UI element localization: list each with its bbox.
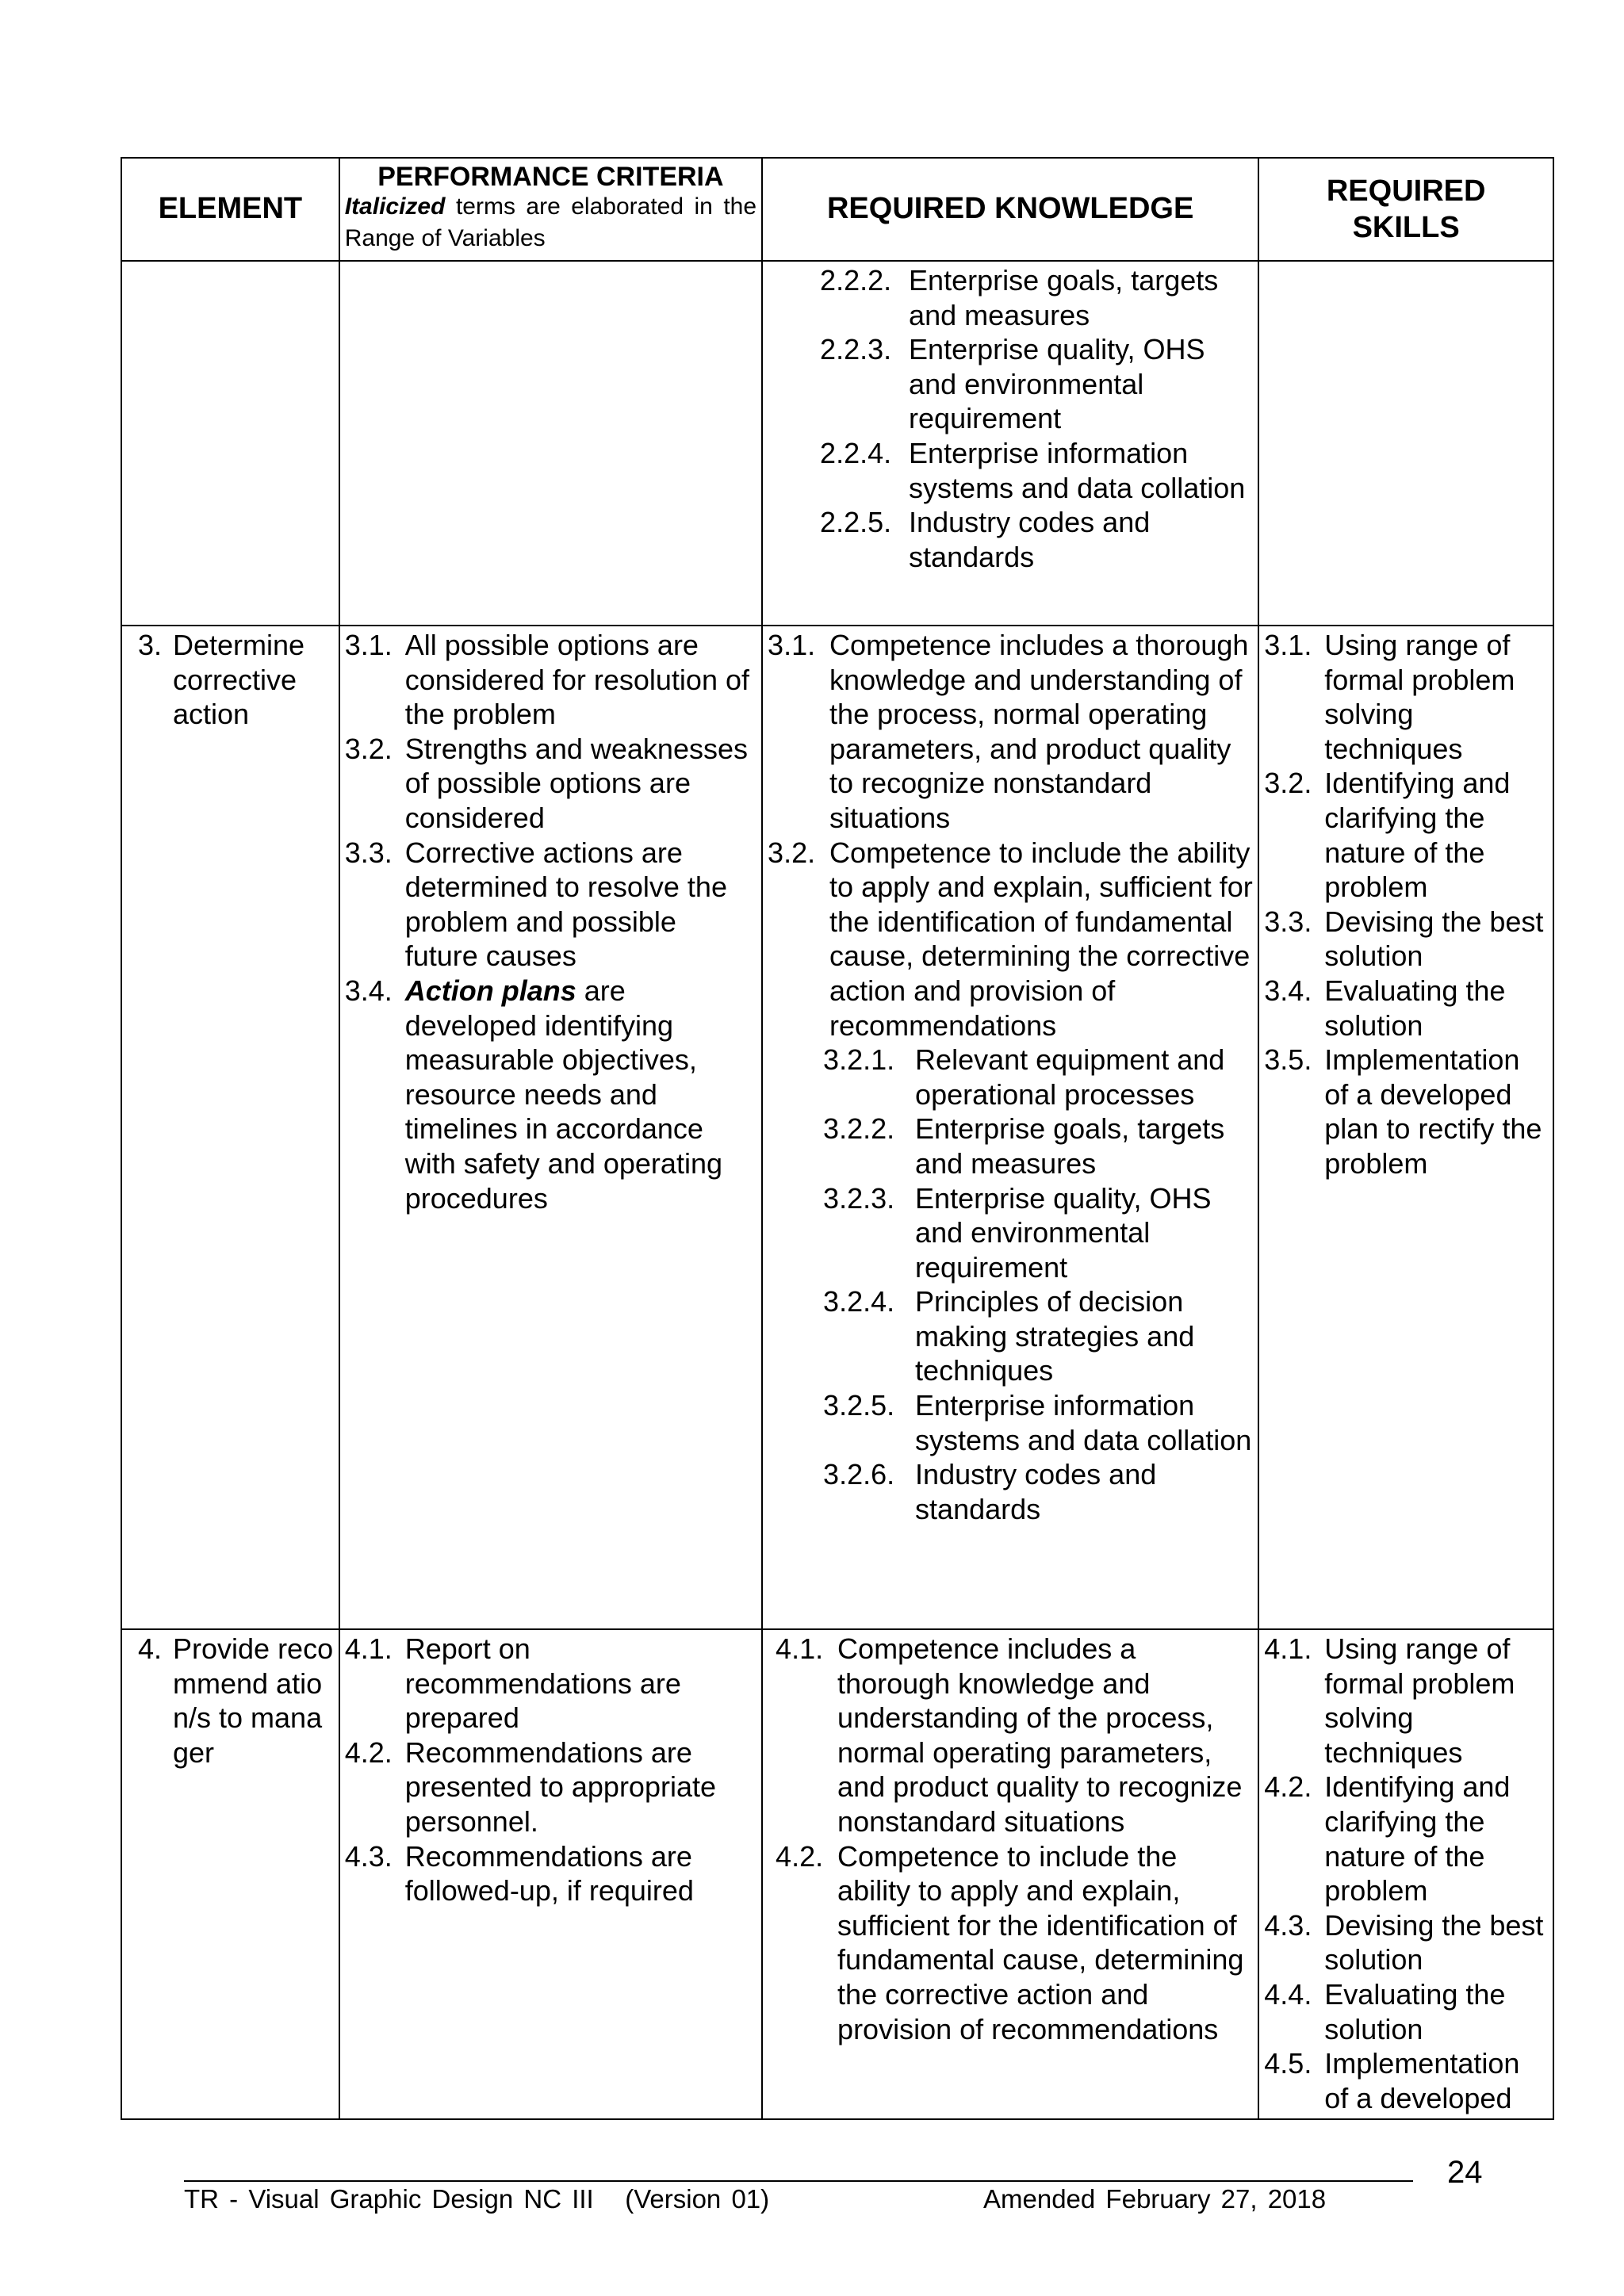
item-number: 4.2. — [776, 1839, 824, 1873]
list-item — [1264, 628, 1548, 766]
list-item — [1264, 766, 1548, 904]
item-number: 3.2. — [344, 732, 393, 765]
table-row — [121, 626, 1553, 1629]
item-number: 3.5. — [1264, 1043, 1312, 1077]
page-number: 24 — [1447, 2155, 1483, 2190]
item-number: 3.2.3. — [823, 1181, 895, 1215]
list-item — [768, 332, 1253, 436]
item-number: 3.2.5. — [823, 1389, 895, 1422]
skills-cell — [1258, 626, 1553, 1629]
list-item — [1264, 2046, 1548, 2115]
item-text: Using range of formal problem solving techniques — [1324, 1632, 1515, 1769]
header-required-knowledge: REQUIRED KNOWLEDGE — [762, 158, 1258, 261]
element-list — [127, 628, 334, 732]
item-text: Report on recommendations are prepared — [404, 1632, 681, 1735]
element-cell — [121, 261, 339, 626]
list-item — [1264, 1770, 1548, 1908]
list-item: 4. Provide recommend ation/s to manager — [138, 1632, 334, 1769]
item-number: 4.1. — [344, 1632, 393, 1665]
performance-criteria-note — [345, 191, 756, 254]
knowledge-list — [768, 263, 1253, 574]
list-item — [1264, 974, 1548, 1043]
list-item — [768, 505, 1253, 574]
item-text: Principles of decision making strategies and techniques — [915, 1285, 1195, 1387]
list-item — [768, 263, 1253, 332]
list-item — [768, 1839, 1253, 2047]
item-number: 2.2.2. — [820, 264, 892, 297]
item-number: 4.5. — [1264, 2047, 1312, 2080]
header-row — [121, 158, 1553, 261]
item-number: 3.1. — [768, 629, 816, 661]
skills-cell — [1258, 1629, 1553, 2119]
item-number: 4.4. — [1264, 1977, 1312, 2011]
list-item — [1264, 1977, 1548, 2046]
criteria-cell — [339, 261, 762, 626]
criteria-cell — [339, 1629, 762, 2119]
skills-list — [1264, 628, 1548, 1181]
item-text: Devising the best solution — [1324, 905, 1544, 973]
list-item — [345, 1735, 756, 1839]
knowledge-cell — [762, 626, 1258, 1629]
footer-document-title: TR - Visual Graphic Design NC III (Version 01) — [184, 2184, 770, 2214]
list-item — [345, 628, 756, 732]
footer-rule — [184, 2180, 1413, 2182]
item-number: 3.1. — [344, 629, 393, 661]
item-text: Identifying and clarifying the nature of the problem — [1324, 1770, 1511, 1908]
list-item — [768, 1457, 1253, 1526]
item-text: Competence to include the ability to apply and explain, sufficient for the identification of fundamental cause, determining the corrective action and provision of recommendations — [829, 836, 1253, 1042]
list-item — [768, 1181, 1253, 1285]
item-emphasis: Action plans — [404, 974, 576, 1007]
item-text: Strengths and weaknesses of possible options are considered — [404, 732, 748, 834]
table-row — [121, 261, 1553, 626]
criteria-list — [345, 628, 756, 1215]
item-number: 3.3. — [1264, 905, 1312, 938]
item-number: 4.1. — [776, 1632, 824, 1665]
item-number: 3.2.1. — [823, 1043, 895, 1077]
item-number: 3.4. — [1264, 974, 1312, 1007]
list-item — [345, 1632, 756, 1735]
item-text: Competence includes a thorough knowledge and understanding of the process, normal operating parameters, and product quality to recognize nonstandard situations — [829, 629, 1249, 834]
item-text: Competence to include the ability to apply and explain, sufficient for the identification of fundamental cause, determining the corrective action and provision of recommendations — [837, 1839, 1244, 2045]
item-text: Identifying and clarifying the nature of the problem — [1324, 767, 1511, 904]
item-text: Evaluating the solution — [1324, 974, 1506, 1042]
item-number: 2.2.3. — [820, 333, 892, 366]
knowledge-cell — [762, 1629, 1258, 2119]
list-item: 3. Determine corrective action — [138, 629, 305, 731]
item-text: Industry codes and standards — [915, 1458, 1157, 1525]
list-item — [768, 436, 1253, 505]
criteria-cell — [339, 626, 762, 1629]
list-item — [768, 1388, 1253, 1457]
header-element: ELEMENT — [121, 158, 339, 261]
item-text: Implementation of a developed plan to rectify the problem — [1324, 1043, 1542, 1180]
item-number: 4.3. — [1264, 1908, 1312, 1942]
item-text: Corrective actions are determined to resolve the problem and possible future causes — [404, 836, 727, 973]
element-cell — [121, 626, 339, 1629]
knowledge-list — [768, 628, 1253, 1043]
item-number: 4.2. — [1264, 1770, 1312, 1804]
knowledge-list — [768, 1632, 1253, 2046]
criteria-list — [345, 1632, 756, 1908]
element-cell — [121, 1629, 339, 2119]
competency-table — [121, 157, 1554, 2120]
item-text: Enterprise quality, OHS and environmental requirement — [915, 1181, 1212, 1284]
item-text: All possible options are considered for resolution of the problem — [404, 629, 749, 731]
list-item — [345, 836, 756, 974]
list-item — [1264, 1632, 1548, 1770]
knowledge-cell — [762, 261, 1258, 626]
item-text: Implementation of a developed — [1324, 2047, 1520, 2114]
list-item — [768, 1112, 1253, 1181]
item-number: 2.2.4. — [820, 436, 892, 469]
item-number: 3.4. — [344, 974, 393, 1007]
italicized-term: Italicized — [344, 193, 446, 220]
item-text: Competence includes a thorough knowledge and understanding of the process, normal operating parameters, and product quality to recognize nonstandard situations — [837, 1632, 1243, 1838]
item-text: Enterprise information systems and data collation — [915, 1389, 1252, 1456]
item-number: 3.2.4. — [823, 1285, 895, 1318]
list-item — [1264, 1908, 1548, 1977]
item-text: Recommendations are followed-up, if required — [404, 1839, 694, 1908]
performance-note-text: terms are elaborated in the Range of Variables — [344, 193, 757, 251]
item-text: Industry codes and standards — [909, 506, 1151, 573]
skills-cell — [1258, 261, 1553, 626]
item-number: 3.1. — [1264, 629, 1312, 661]
skills-list — [1264, 1632, 1548, 2115]
performance-criteria-title: PERFORMANCE CRITERIA — [377, 162, 724, 192]
list-item — [345, 732, 756, 836]
list-item — [345, 974, 756, 1215]
item-number: 4.2. — [344, 1735, 393, 1769]
item-text: Evaluating the solution — [1324, 1977, 1506, 2045]
header-required-skills: REQUIRED SKILLS — [1258, 158, 1553, 261]
header-performance-criteria — [339, 158, 762, 261]
item-text: Recommendations are presented to appropriate personnel. — [404, 1735, 717, 1838]
list-item — [768, 1632, 1253, 1839]
list-item — [768, 1043, 1253, 1112]
list-item — [768, 836, 1253, 1043]
knowledge-sublist — [768, 1043, 1253, 1526]
list-item — [768, 1284, 1253, 1388]
item-number: 3.2. — [768, 836, 816, 869]
footer-amended-date: Amended February 27, 2018 — [983, 2184, 1327, 2214]
item-text: Enterprise information systems and data collation — [909, 436, 1246, 504]
item-number: 4.3. — [344, 1839, 393, 1873]
list-item — [1264, 1043, 1548, 1181]
item-text: Enterprise goals, targets and measures — [909, 264, 1219, 331]
item-text — [405, 974, 756, 1215]
item-text: Relevant equipment and operational processes — [915, 1043, 1225, 1111]
item-text-rest: are developed identifying measurable objectives, resource needs and timelines in accordance with safety and operating procedures — [404, 974, 722, 1215]
list-item — [768, 628, 1253, 836]
item-number: 3.2. — [1264, 767, 1312, 800]
item-number: 3.2.2. — [823, 1112, 895, 1146]
item-text: Enterprise goals, targets and measures — [915, 1112, 1225, 1180]
item-number: 2.2.5. — [820, 506, 892, 539]
item-number: 3.3. — [344, 836, 393, 869]
item-text: Enterprise quality, OHS and environmental requirement — [909, 333, 1205, 435]
item-number: 3.2.6. — [823, 1458, 895, 1491]
table-row — [121, 1629, 1553, 2119]
item-text: Using range of formal problem solving techniques — [1324, 629, 1515, 765]
list-item — [1264, 905, 1548, 974]
element-list — [127, 1632, 334, 1770]
item-text: Devising the best solution — [1324, 1908, 1544, 1976]
item-number: 4.1. — [1264, 1632, 1312, 1665]
list-item — [345, 1839, 756, 1908]
